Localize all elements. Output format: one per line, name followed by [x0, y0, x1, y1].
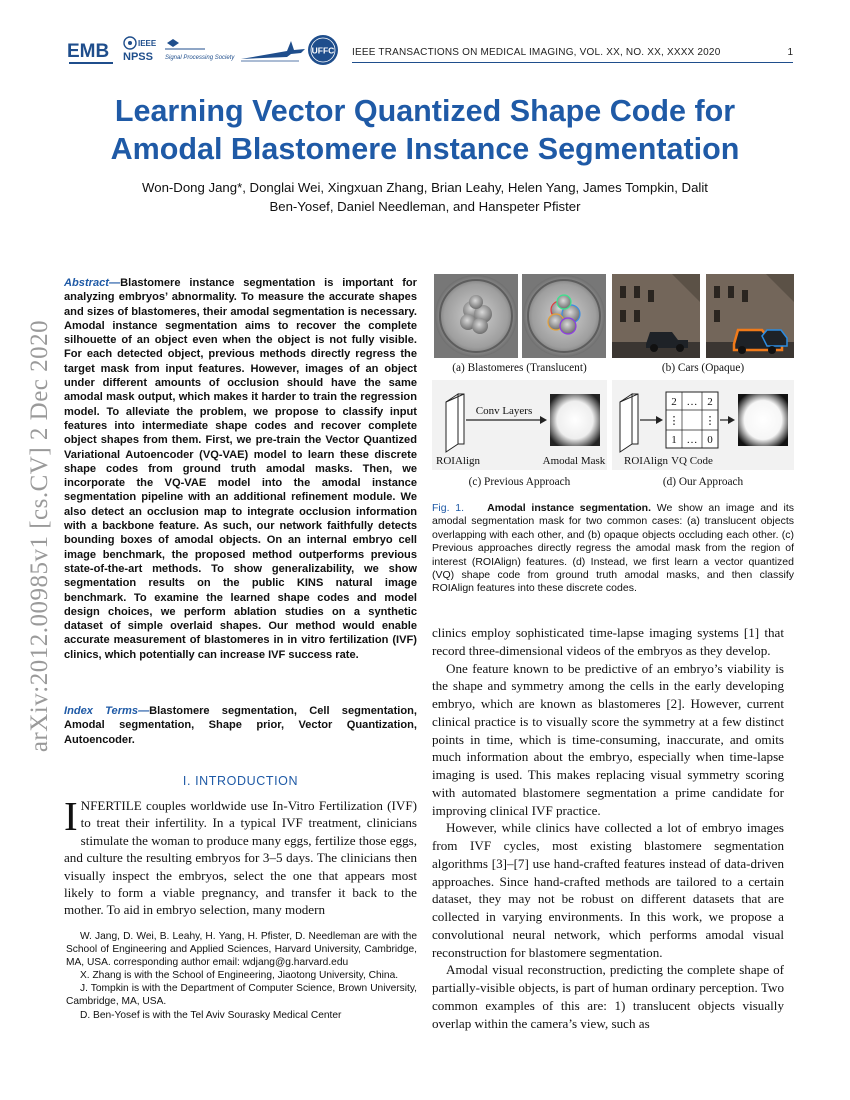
code-cell: 1 — [671, 434, 677, 446]
page-number: 1 — [787, 47, 793, 58]
code-cell: 2 — [671, 396, 677, 408]
abstract-label: Abstract— — [64, 277, 121, 289]
uffc-logo — [308, 35, 338, 65]
footnote: W. Jang, D. Wei, B. Leahy, H. Yang, H. Pfister, D. Needleman are with the School of Engineering and Applied Sciences, Harvard University, Cambridge, MA, USA. corresponding author email: wdjang@g.harvard.edu — [66, 931, 417, 969]
vq-code-label: VQ Code — [671, 455, 713, 467]
our-approach-diagram — [612, 380, 794, 470]
footnote: D. Ben-Yosef is with the Tel Aviv Sourasky Medical Center — [80, 1009, 342, 1021]
npss-logo-text: NPSS — [123, 51, 153, 63]
body-paragraph: One feature known to be predictive of an embryo’s viability is the shape and symmetry among the cells in the early developing embryo, which are known as blastomeres [2]. However, current clinical practice is to visually score the symmetry at a few distinct points in time, which is time-consuming, inaccurate, and omits much information about the embryo, especially when time-lapse imaging is used. This makes replacing visual symmetry scoring with automated blastomere segmentation a prime candidate for improving clinical IVF practice. — [432, 660, 784, 818]
intro-lead: NFERTILE — [80, 798, 142, 813]
sps-logo-text: Signal Processing Society — [165, 55, 235, 61]
figure-caption — [432, 502, 794, 596]
ieee-logo-text: IEEE — [138, 39, 157, 48]
uffc-logo-text: UFFC — [311, 45, 335, 56]
svg-text:…: … — [686, 396, 698, 408]
abstract — [64, 276, 417, 662]
previous-approach-diagram — [432, 380, 607, 470]
subcaption-a: (a) Blastomeres (Translucent) — [452, 362, 587, 374]
code-cell: 2 — [707, 396, 713, 408]
body-paragraph: However, while clinics have collected a lot of embryo images from IVF cycles, most existing blastomere segmentation algorithms [3]–[7] use hand-crafted features instead of data-driven approaches. Since hand-crafted methods are tailored to a certain dataset, they may not be robust on different datasets that are collected in varying environments. In this work, we propose a convolutional neural network, which performs amodal visual reconstruction for blastomere segmentation. — [432, 820, 784, 960]
journal-header: IEEE TRANSACTIONS ON MEDICAL IMAGING, VOL. XX, NO. XX, XXXX 2020 — [352, 47, 721, 58]
subcaption-c: (c) Previous Approach — [468, 476, 571, 488]
code-cell: 0 — [707, 434, 713, 446]
roialign-label-d: ROIAlign — [624, 455, 668, 467]
arxiv-stamp-text: arXiv:2012.00985v1 [cs.CV] 2 Dec 2020 — [26, 319, 53, 753]
intro-text: couples worldwide use In-Vitro Fertilization (IVF) to treat their infertility. In a typical IVF treatment, clinicians stimulate the woman to produce many eggs, fertilize those eggs, and culture the resulting embryos for 3–5 days. The clinicians then visually inspect the embryos, select the one that appears most likely to form a viable pregnancy, and transfer it back to the mother. To aid in embryo selection, many modern — [64, 798, 418, 918]
figure-caption-title: Amodal instance segmentation. — [487, 502, 651, 514]
emb-logo — [67, 41, 113, 64]
section-heading: I. INTRODUCTION — [182, 774, 299, 788]
svg-text:⋮: ⋮ — [704, 415, 716, 427]
author-list — [70, 178, 780, 216]
body-paragraph: clinics employ sophisticated time-lapse imaging systems [1] that record three-dimensional videos of the embryos as they develop. — [432, 625, 784, 658]
figure-caption-text: We show an image and its amodal segmentation mask for two common cases: (a) translucent objects overlapping with each other, and (b) opaque objects occluding each other. (c) Previous approaches directly regress the amodal mask from the region of interest (ROIAlign) features. (d) Instead, we first learn a vector quantized (VQ) shape code from ground truth amodal masks, and then classify ROIAlign features into these discrete codes. — [432, 502, 795, 595]
svg-text:…: … — [686, 434, 698, 446]
subcaption-d: (d) Our Approach — [662, 476, 744, 488]
conv-layers-label: Conv Layers — [475, 405, 533, 417]
drop-cap: I — [64, 793, 78, 839]
emb-logo-text: EMB — [67, 41, 110, 62]
ieee-npss-logo — [123, 37, 157, 63]
svg-text:⋮: ⋮ — [668, 415, 680, 427]
paper-title — [60, 92, 790, 168]
header-rule — [352, 62, 793, 63]
right-column-body — [432, 624, 784, 1032]
amodal-mask-label: Amodal Mask — [542, 455, 606, 467]
subcaption-b: (b) Cars (Opaque) — [661, 362, 745, 374]
index-terms-label: Index Terms— — [64, 705, 150, 717]
figure-1 — [432, 272, 794, 494]
title-line-1: Learning Vector Quantized Shape Code for — [114, 94, 736, 128]
arxiv-stamp — [20, 296, 60, 776]
title-line-2: Amodal Blastomere Instance Segmentation — [110, 132, 740, 166]
society-logos — [65, 33, 341, 69]
signal-processing-society-logo — [165, 39, 235, 61]
footnote: X. Zhang is with the School of Engineering, Jiaotong University, China. — [80, 970, 399, 982]
roialign-label-c: ROIAlign — [436, 455, 480, 467]
index-terms-text: Blastomere segmentation, Cell segmentation, Amodal segmentation, Shape prior, Vector Quantization, Autoencoder. — [64, 705, 417, 746]
authors-line-1: Won-Dong Jang*, Donglai Wei, Xingxuan Zhang, Brian Leahy, Helen Yang, James Tompkin, Dalit — [142, 180, 708, 195]
footnotes — [66, 930, 417, 1022]
abstract-text: Blastomere instance segmentation is important for analyzing embryos’ abnormality. To measure the accurate shapes and sizes of blastomeres, their amodal segmentation is necessary. Amodal instance segmentation aims to recover the complete silhouette of an object even when the object is not fully visible. For each detected object, previous methods directly regress the target mask from input features. However, images of an object under different amounts of occlusion should have the same amodal mask output, which makes it harder to train the regression model. To alleviate the problem, we propose to classify input features into intermediate shape codes and recover complete object shapes from them. First, we pre-train the Vector Quantized Variational Autoencoder (VQ-VAE) model to learn these discrete shape codes from ground truth amodal masks. Then, we incorporate the VQ-VAE model into the amodal instance segmentation pipeline with an additional refinement module. We also detect an occlusion map to integrate occlusion information with a backbone feature. As such, our network faithfully detects bounding boxes of amodal objects. On an internal embryo cell image benchmark, the proposed method outperforms previous state-of-the-art methods. To show generalizability, we show segmentation results on the public KINS natural image benchmark. To examine the learned shape codes and model design choices, we perform ablation studies on a synthetic dataset of simple overlaid shapes. Our method would enable accurate measurement of blastomeres in in vitro fertilization (IVF) clinics, which potentially can increase IVF success rate. — [64, 277, 417, 661]
aircraft-logo — [241, 41, 305, 61]
body-paragraph: Amodal visual reconstruction, predicting the complete shape of partially-visible objects, is part of human ordinary perception. Two common examples of this are: 1) translucent objects visually overlap within the camera’s view, such as — [432, 962, 784, 1031]
figure-caption-label: Fig. 1. — [432, 502, 465, 514]
index-terms — [64, 704, 417, 747]
blastomere-images — [432, 272, 607, 358]
page-header — [65, 33, 793, 69]
intro-paragraph — [64, 793, 418, 919]
car-images — [612, 272, 794, 358]
authors-line-2: Ben-Yosef, Daniel Needleman, and Hanspeter Pfister — [269, 199, 581, 214]
footnote: J. Tompkin is with the Department of Computer Science, Brown University, Cambridge, MA, USA. — [66, 983, 417, 1008]
